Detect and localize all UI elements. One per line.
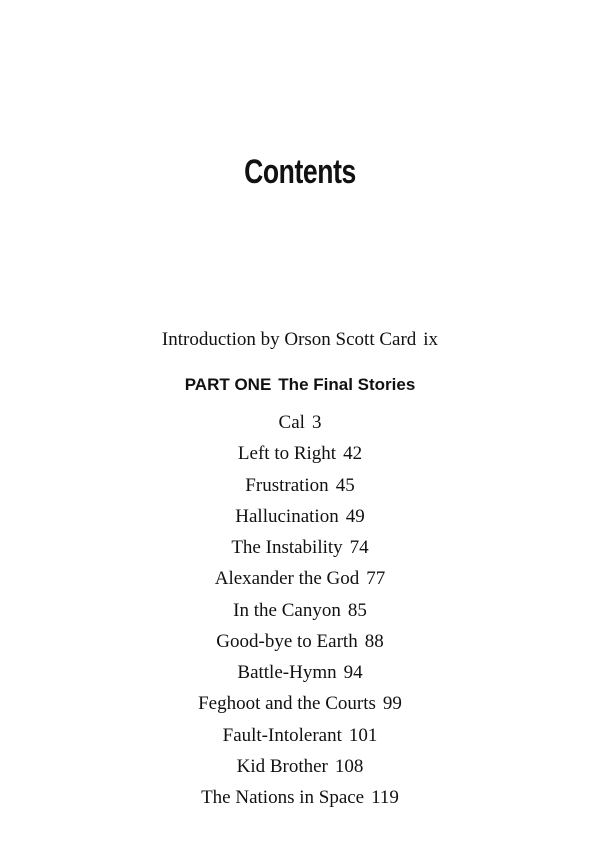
toc-list	[0, 407, 600, 813]
entry-title: Cal	[278, 412, 305, 433]
entry-page-number: 108	[334, 755, 364, 777]
entry-page-number: 45	[335, 474, 355, 496]
toc-entry	[0, 470, 600, 501]
toc-entry-introduction	[0, 327, 600, 353]
entry-title: Good-bye to Earth	[216, 630, 358, 652]
part-name: The Final Stories	[278, 375, 416, 394]
part-heading	[0, 373, 600, 397]
entry-title: The Nations in Space	[201, 787, 365, 808]
entry-page-number: 88	[364, 630, 384, 652]
entry-title: Frustration	[245, 474, 329, 496]
contents-title: Contents	[244, 153, 356, 191]
entry-title: Left to Right	[237, 443, 337, 465]
toc-entry	[0, 595, 600, 626]
entry-title: The Instability	[231, 537, 343, 558]
entry-title: Kid Brother	[236, 755, 328, 777]
entry-page-number: 49	[345, 505, 365, 527]
entry-title: In the Canyon	[233, 599, 341, 621]
toc-entry	[0, 657, 600, 688]
toc-entry	[0, 688, 600, 719]
toc-entry	[0, 438, 600, 469]
toc-entry	[0, 563, 600, 594]
entry-title: Alexander the God	[214, 568, 360, 590]
toc-entry	[0, 782, 600, 813]
entry-page-number: 85	[347, 599, 367, 621]
toc-entry	[0, 751, 600, 782]
entry-page-number: 94	[343, 662, 363, 683]
entry-title: Feghoot and the Courts	[198, 693, 376, 715]
entry-page-number: 101	[348, 724, 378, 746]
entry-page-number: 99	[382, 693, 402, 715]
entry-page-number: 119	[371, 787, 399, 808]
part-label: PART ONE	[184, 375, 272, 394]
entry-page-number: 74	[349, 537, 369, 558]
entry-title: Fault-Intolerant	[222, 724, 342, 746]
toc-entry	[0, 501, 600, 532]
entry-title: Battle-Hymn	[237, 662, 337, 683]
toc-entry	[0, 626, 600, 657]
toc-entry	[0, 532, 600, 563]
entry-title: Introduction by Orson Scott Card	[161, 329, 417, 350]
entry-page-number: ix	[423, 329, 439, 350]
toc-entry	[0, 407, 600, 438]
entry-page-number: 3	[311, 412, 322, 433]
toc-entry	[0, 720, 600, 751]
entry-title: Hallucination	[235, 505, 339, 527]
entry-page-number: 77	[366, 568, 386, 590]
entry-page-number: 42	[343, 443, 363, 465]
